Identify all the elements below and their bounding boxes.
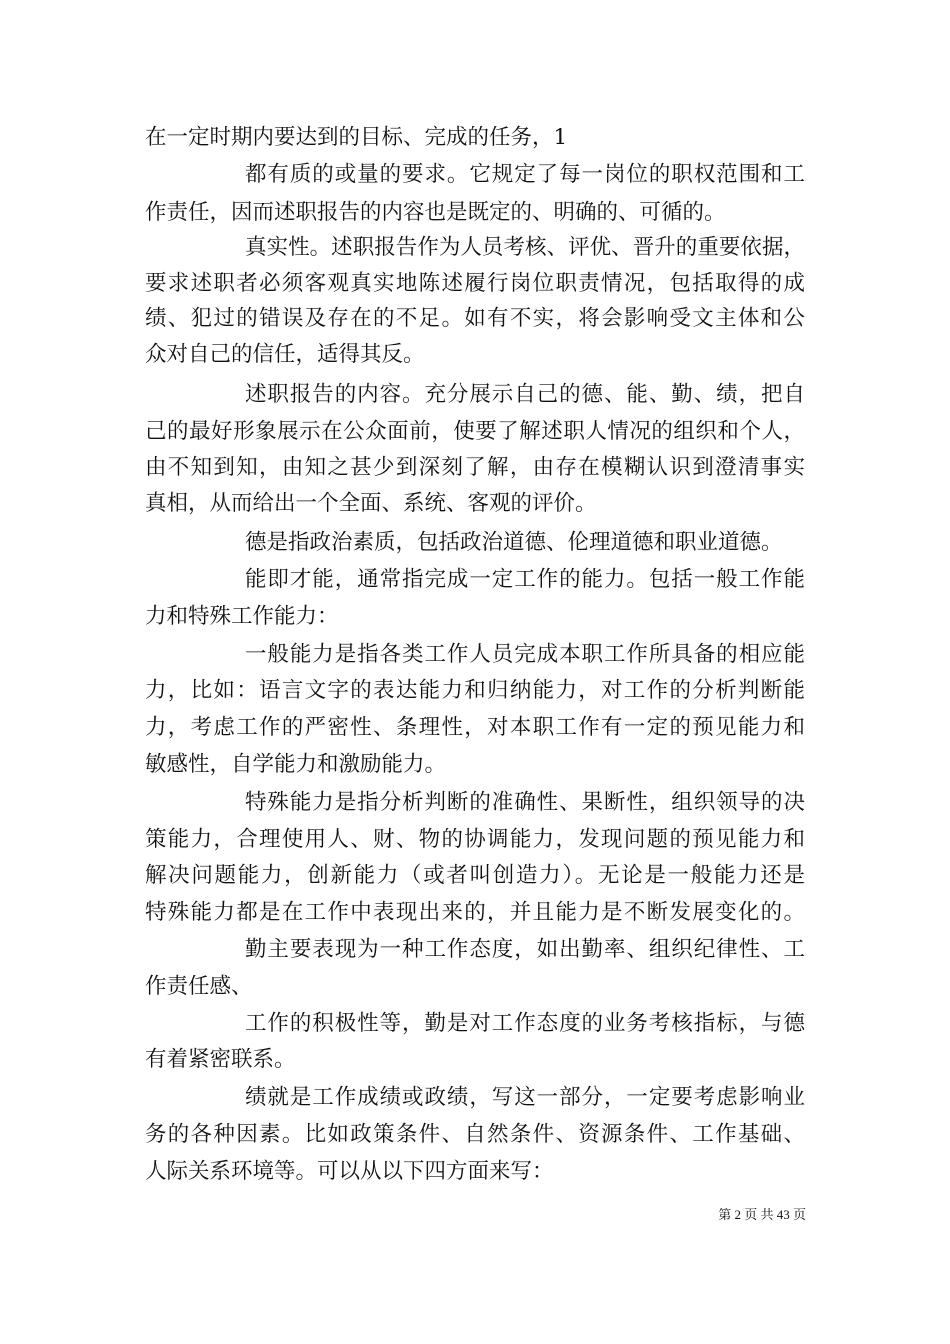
page-number-footer: 第 2 页 共 43 页 (718, 1207, 806, 1222)
text-line: 绩就是工作成绩或政绩，写这一部分，一定要考虑影响业 (245, 1085, 805, 1110)
text-line: 己的最好形象展示在公众面前，使要了解述职人情况的组织和个人， (145, 419, 805, 444)
text-line: 众对自己的信任，适得其反。 (145, 342, 425, 367)
text-line: 人际关系环境等。可以从以下四方面来写： (145, 1159, 554, 1184)
text-line: 勤主要表现为一种工作态度，如出勤率、组织纪律性、工 (245, 937, 805, 962)
text-line: 都有质的或量的要求。它规定了每一岗位的职权范围和工 (245, 162, 805, 187)
text-line: 作责任感、 (145, 974, 253, 999)
text-line: 力和特殊工作能力： (145, 604, 339, 629)
text-line: 由不知到知，由知之甚少到深刻了解，由存在模糊认识到澄清事实 (145, 455, 805, 480)
text-line: 力，考虑工作的严密性、条理性，对本职工作有一定的预见能力和 (145, 715, 805, 740)
text-line: 绩、犯过的错误及存在的不足。如有不实，将会影响受文主体和公 (145, 306, 805, 331)
text-line: 真相，从而给出一个全面、系统、客观的评价。 (145, 491, 597, 516)
text-line: 德是指政治素质，包括政治道德、伦理道德和职业道德。 (245, 530, 783, 555)
text-line: 能即才能，通常指完成一定工作的能力。包括一般工作能 (245, 567, 805, 592)
text-line: 力，比如：语言文字的表达能力和归纳能力，对工作的分析判断能 (145, 678, 805, 703)
text-line: 真实性。述职报告作为人员考核、评优、晋升的重要依据， (245, 235, 805, 260)
text-line: 工作的积极性等，勤是对工作态度的业务考核指标，与德 (245, 1011, 805, 1036)
text-line: 特殊能力都是在工作中表现出来的，并且能力是不断发展变化的。 (145, 900, 805, 925)
text-line: 策能力，合理使用人、财、物的协调能力，发现问题的预见能力和 (145, 827, 805, 852)
text-line: 有着紧密联系。 (145, 1047, 296, 1072)
text-line: 述职报告的内容。充分展示自己的德、能、勤、绩，把自 (245, 382, 805, 407)
text-line: 务的各种因素。比如政策条件、自然条件、资源条件、工作基础、 (145, 1122, 805, 1147)
text-line: 特殊能力是指分析判断的准确性、果断性，组织领导的决 (245, 790, 805, 815)
text-line: 一般能力是指各类工作人员完成本职工作所具备的相应能 (245, 642, 805, 667)
text-line: 在一定时期内要达到的目标、完成的任务，1 (145, 125, 568, 150)
text-line: 作责任，因而述职报告的内容也是既定的、明确的、可循的。 (145, 200, 726, 225)
text-line: 解决问题能力，创新能力（或者叫创造力）。无论是一般能力还是 (145, 863, 805, 888)
text-line: 敏感性，自学能力和激励能力。 (145, 752, 447, 777)
text-line: 要求述职者必须客观真实地陈述履行岗位职责情况，包括取得的成 (145, 271, 805, 296)
